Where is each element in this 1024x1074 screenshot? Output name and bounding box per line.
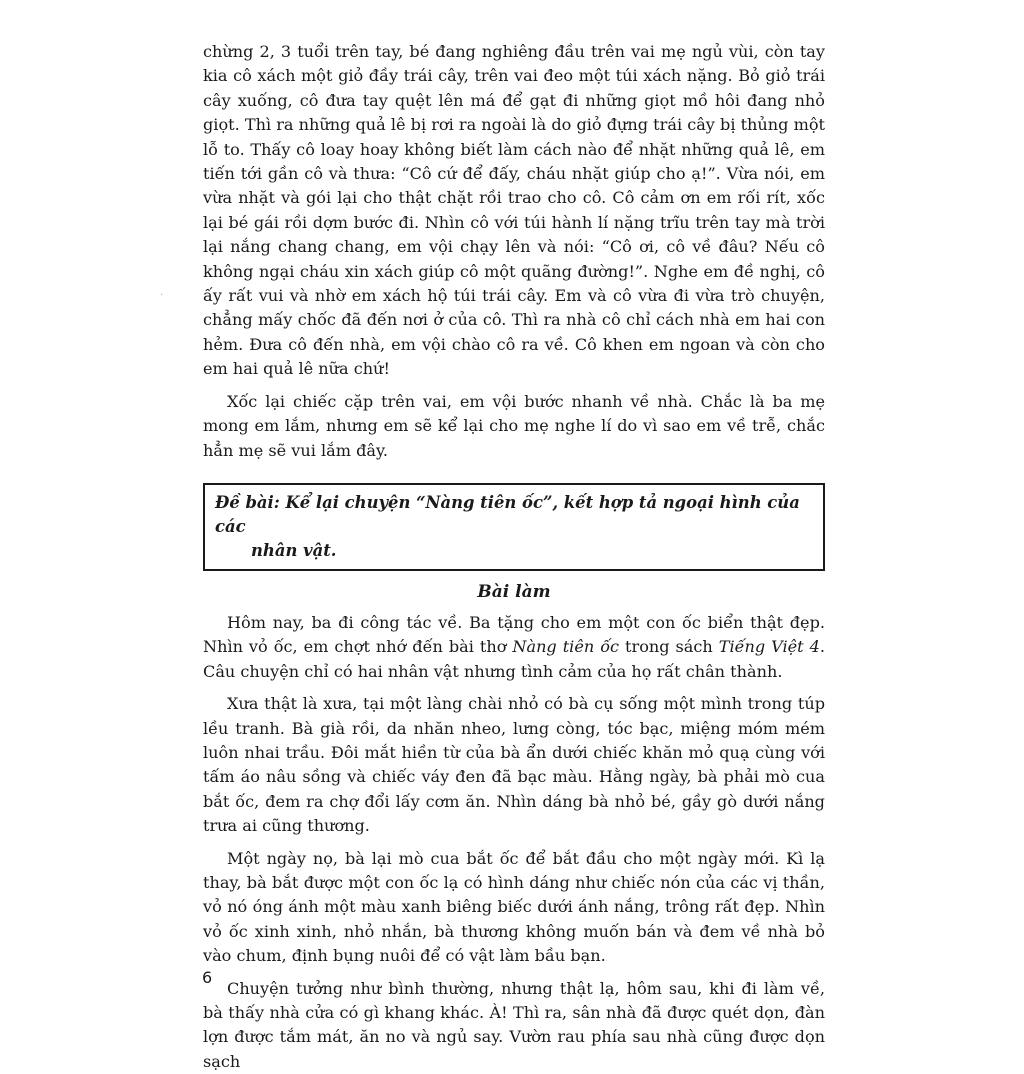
- section-title: Bài làm: [477, 581, 551, 602]
- story-paragraph-ending: Xốc lại chiếc cặp trên vai, em vội bước nhanh về nhà. Chắc là ba mẹ mong em lắm, nhưng em sẽ kể lại cho mẹ nghe lí do vì sao em về trễ, chắc hẳn mẹ sẽ vui lắm đây.: [203, 391, 825, 460]
- essay-paragraph-2: Một ngày nọ, bà lại mò cua bắt ốc để bắt đầu cho một ngày mới. Kì lạ thay, bà bắt được một con ốc lạ có hình dáng như chiếc nón của các vị thần, vỏ nó óng ánh một màu xanh biêng biếc dưới ánh nắng, trông rất đẹp. Nhìn vỏ ốc xinh xinh, nhỏ nhắn, bà thương không muốn bán và đem về nhà bỏ vào chum, định bụng nuôi để có vật làm bầu bạn.: [203, 848, 825, 966]
- intro-text-1: Hôm nay, ba đi công tác về. Ba tặng cho em một con ốc biển thật đẹp. Nhìn vỏ ốc, em chợt nhớ đến bài thơ: [203, 612, 825, 657]
- assignment-box: [203, 483, 825, 571]
- essay-paragraph-1: Xưa thật là xưa, tại một làng chài nhỏ có bà cụ sống một mình trong túp lều tranh. Bà già rồi, da nhăn nheo, lưng còng, tóc bạc, miệng móm mém luôn nhai trầu. Đôi mắt hiền từ của bà ẩn dưới chiếc khăn mỏ quạ cùng với tấm áo nâu sồng và chiếc váy đen đã bạc màu. Hằng ngày, bà phải mò cua bắt ốc, đem ra chợ đổi lấy cơm ăn. Nhìn dáng bà nhỏ bé, gầy gò dưới nắng trưa ai cũng thương.: [203, 694, 825, 836]
- intro-text-2: trong sách: [619, 637, 719, 657]
- page-number: 6: [202, 968, 213, 987]
- book-title: Tiếng Việt 4: [718, 637, 820, 657]
- intro-text-3: . Câu chuyện chỉ có hai nhân vật nhưng tình cảm của họ rất chân thành.: [203, 637, 825, 681]
- assignment-line-2: nhân vật.: [251, 540, 337, 560]
- story-paragraph-continued: chừng 2, 3 tuổi trên tay, bé đang nghiêng đầu trên vai mẹ ngủ vùi, còn tay kia cô xách một giỏ đầy trái cây, trên vai đeo một túi xách nặng. Bỏ giỏ trái cây xuống, cô đưa tay quệt lên má để gạt đi những giọt mồ hôi đang nhỏ giọt. Thì ra những quả lê bị rơi ra ngoài là do giỏ đựng trái cây bị thủng một lỗ to. Thấy cô loay hoay không biết làm cách nào để nhặt những quả lê, em tiến tới gần cô và thưa: “Cô cứ để đấy, cháu nhặt giúp cho ạ!”. Vừa nói, em vừa nhặt và gói lại cho thật chặt rồi trao cho cô. Cô cảm ơn em rối rít, xốc lại bé gái rồi dợm bước đi. Nhìn cô với túi hành lí nặng trĩu trên tay mà trời lại nắng chang chang, em vội chạy lên và nói: “Cô ơi, cô về đâu? Nếu cô không ngại cháu xin xách giúp cô một quãng đường!”. Nghe em đề nghị, cô ấy rất vui và nhờ em xách hộ túi trái cây. Em và cô vừa đi vừa trò chuyện, chẳng mấy chốc đã đến nơi ở của cô. Thì ra nhà cô chỉ cách nhà em hai con hẻm. Đưa cô đến nhà, em vội chào cô ra về. Cô khen em ngoan và còn cho em hai quả lê nữa chứ!: [203, 42, 825, 379]
- poem-title: Nàng tiên ốc: [512, 637, 620, 657]
- document-page: [203, 40, 825, 1074]
- essay-paragraph-3: Chuyện tưởng như bình thường, nhưng thật lạ, hôm sau, khi đi làm về, bà thấy nhà cửa có gì khang khác. À! Thì ra, sân nhà đã được quét dọn, đàn lợn được tắm mát, ăn no và ngủ say. Vườn rau phía sau nhà cũng được dọn sạch: [203, 978, 825, 1071]
- scan-speck: ·: [160, 290, 164, 301]
- essay-intro-paragraph: [203, 611, 825, 684]
- assignment-line-1: Đề bài: Kể lại chuyện “Nàng tiên ốc”, kết hợp tả ngoại hình của các: [215, 492, 800, 536]
